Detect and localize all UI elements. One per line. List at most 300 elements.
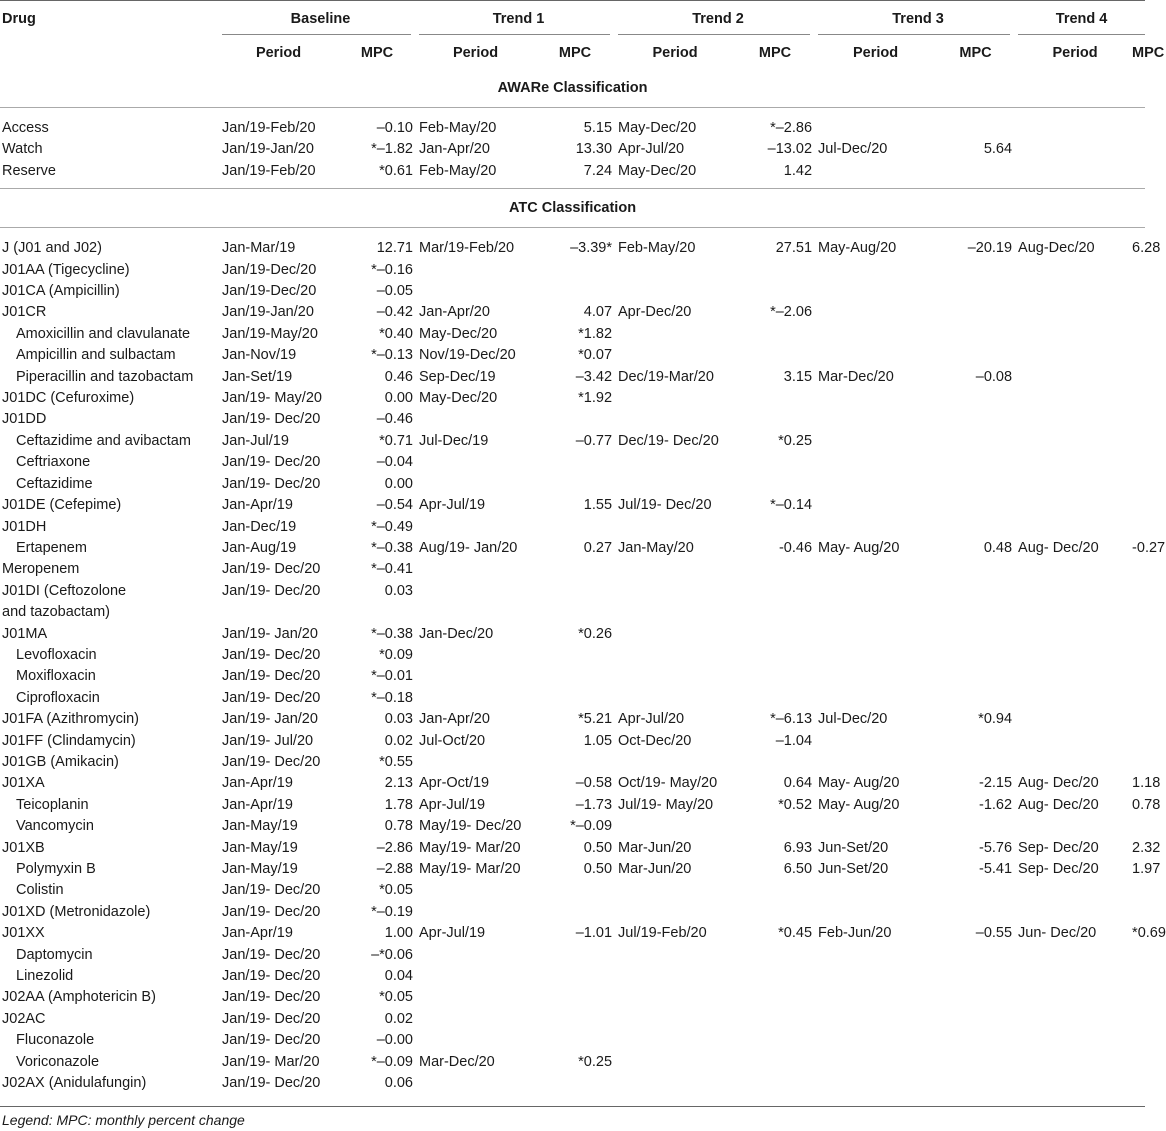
drug-cell: J01DH — [2, 518, 47, 535]
period-cell: Jan/19- Dec/20 — [222, 946, 321, 963]
mpc-cell — [1132, 966, 1145, 987]
mpc-cell — [1132, 452, 1145, 473]
period-cell — [1018, 1073, 1132, 1094]
period-cell: Jan/19- Dec/20 — [222, 668, 321, 685]
period-cell — [618, 880, 732, 901]
mpc-cell — [1132, 666, 1145, 687]
mpc-cell: -1.62 — [978, 796, 1013, 813]
mpc-cell: 0.02 — [384, 1010, 413, 1027]
col-group-trend3: Trend 3 — [818, 1, 1018, 38]
mpc-cell: 0.78 — [384, 818, 413, 835]
period-cell: Aug/19- Jan/20 — [419, 539, 518, 556]
period-cell: Feb-Jun/20 — [818, 925, 892, 942]
period-cell — [818, 624, 933, 645]
period-cell: Jan/19- Dec/20 — [222, 646, 321, 663]
mpc-cell: *1.92 — [578, 390, 613, 407]
period-cell: Jan/19- Dec/20 — [222, 561, 321, 578]
table-row — [0, 367, 1145, 388]
period-cell — [618, 645, 732, 666]
period-cell — [618, 945, 732, 966]
table-row — [0, 260, 1145, 281]
mpc-cell: *0.26 — [578, 625, 613, 642]
period-cell — [818, 602, 933, 623]
mpc-cell: –0.08 — [975, 368, 1013, 385]
mpc-cell — [732, 816, 818, 837]
period-cell: Jan/19-Feb/20 — [222, 120, 316, 136]
mpc-cell — [532, 474, 618, 495]
table-row — [0, 495, 1145, 516]
mpc-cell — [933, 345, 1018, 366]
period-cell — [618, 902, 732, 923]
table-row — [0, 859, 1145, 880]
drug-cell: J01XD (Metronidazole) — [2, 903, 151, 920]
mpc-cell — [933, 666, 1018, 687]
mpc-cell — [933, 474, 1018, 495]
period-cell: Oct/19- May/20 — [618, 775, 718, 792]
period-cell — [1018, 367, 1132, 388]
mpc-cell: 2.32 — [1132, 839, 1161, 856]
mpc-cell: 0.46 — [384, 368, 413, 385]
drug-cell: J (J01 and J02) — [2, 240, 102, 257]
period-cell: Dec/19-Mar/20 — [618, 368, 714, 385]
mpc-cell: 3.15 — [783, 368, 813, 385]
period-cell — [419, 602, 532, 623]
table-row — [0, 474, 1145, 495]
period-cell — [818, 324, 933, 345]
mpc-cell — [1132, 624, 1145, 645]
period-cell: Jan-Apr/19 — [222, 796, 293, 813]
period-cell: Dec/19- Dec/20 — [618, 432, 719, 449]
period-cell — [618, 388, 732, 409]
col-drug-header: Drug — [0, 1, 222, 38]
period-cell — [818, 816, 933, 837]
period-cell — [818, 1073, 933, 1094]
table-row — [0, 666, 1145, 687]
period-cell — [618, 260, 732, 281]
period-cell: Mar-Dec/20 — [419, 1053, 495, 1070]
table-body — [0, 69, 1166, 1094]
mpc-cell: –0.04 — [376, 454, 413, 471]
period-cell: Feb-May/20 — [419, 162, 497, 179]
drug-cell: J01DC (Cefuroxime) — [2, 390, 135, 407]
mpc-cell: –20.19 — [967, 240, 1013, 257]
table-row — [0, 1073, 1145, 1094]
mpc-cell — [732, 1009, 818, 1030]
mpc-cell — [532, 559, 618, 580]
mpc-cell: 6.50 — [783, 861, 813, 877]
mpc-cell — [732, 945, 818, 966]
period-cell — [818, 731, 933, 752]
period-cell: Aug-Dec/20 — [1018, 240, 1095, 257]
period-cell — [818, 517, 933, 538]
mpc-cell: –*0.06 — [371, 946, 413, 963]
mpc-cell — [1132, 645, 1145, 666]
mpc-cell: 0.03 — [384, 582, 413, 599]
period-cell: Feb-May/20 — [419, 120, 497, 136]
drug-cell: J01MA — [2, 625, 48, 642]
mpc-cell: *–0.18 — [371, 689, 413, 706]
table-row — [0, 645, 1145, 666]
mpc-cell — [933, 452, 1018, 473]
period-cell: Jan-Apr/20 — [419, 141, 490, 158]
period-cell: Jul-Dec/19 — [419, 432, 489, 449]
mpc-cell: 0.48 — [983, 539, 1013, 556]
col-period-header: Period — [255, 45, 302, 61]
period-cell — [419, 645, 532, 666]
mpc-cell: –3.39* — [570, 240, 613, 257]
mpc-cell — [732, 1073, 818, 1094]
period-cell — [419, 517, 532, 538]
mpc-cell — [732, 987, 818, 1008]
mpc-cell: -2.15 — [978, 775, 1013, 792]
period-cell: May-Dec/20 — [618, 162, 697, 179]
period-cell — [419, 559, 532, 580]
period-cell: Mar-Dec/20 — [818, 368, 894, 385]
period-cell: Apr-Jul/19 — [419, 796, 486, 813]
col-mpc-header: MPC — [558, 45, 592, 61]
period-cell — [818, 581, 933, 602]
mpc-cell — [933, 645, 1018, 666]
mpc-cell — [933, 902, 1018, 923]
period-cell: May-Aug/20 — [818, 240, 897, 257]
table-row — [0, 388, 1145, 409]
period-cell — [818, 495, 933, 516]
period-cell: Apr-Jul/20 — [618, 711, 685, 728]
mpc-cell: 0.78 — [1132, 796, 1161, 813]
drug-cell: Ceftriaxone — [16, 454, 91, 471]
col-mpc-header: MPC — [360, 45, 394, 61]
mpc-cell — [933, 559, 1018, 580]
period-cell — [818, 260, 933, 281]
drug-cell: Levofloxacin — [16, 646, 97, 663]
drug-cell: Linezolid — [16, 968, 74, 985]
mpc-cell — [933, 517, 1018, 538]
period-cell: Sep- Dec/20 — [1018, 839, 1099, 856]
drug-cell: J01AA (Tigecycline) — [2, 261, 130, 278]
period-cell — [419, 1009, 532, 1030]
mpc-cell: –0.42 — [376, 304, 413, 321]
mpc-cell — [1132, 688, 1145, 709]
mpc-cell — [732, 388, 818, 409]
mpc-cell: -0.46 — [778, 539, 813, 556]
period-cell — [618, 602, 732, 623]
period-cell — [1018, 559, 1132, 580]
period-cell: Jan/19- Jul/20 — [222, 732, 314, 749]
mpc-cell — [1132, 816, 1145, 837]
period-cell: Jan-Dec/19 — [222, 518, 297, 535]
period-cell — [1018, 987, 1132, 1008]
header-row-groups — [0, 1, 1145, 38]
period-cell: Jan/19- Dec/20 — [222, 475, 321, 492]
period-cell: Jan-May/20 — [618, 539, 694, 556]
period-cell — [818, 966, 933, 987]
mpc-cell — [732, 602, 818, 623]
period-cell — [1018, 474, 1132, 495]
period-cell — [1018, 345, 1132, 366]
mpc-cell — [1132, 324, 1145, 345]
period-cell: Jul-Oct/20 — [419, 732, 486, 749]
mpc-cell — [933, 816, 1018, 837]
table-row — [0, 838, 1145, 859]
period-cell: Aug- Dec/20 — [1018, 796, 1099, 813]
period-cell — [1018, 302, 1132, 323]
drug-cell: J01FA (Azithromycin) — [2, 711, 139, 728]
mpc-cell: –0.46 — [376, 411, 413, 428]
mpc-cell: –1.73 — [575, 796, 613, 813]
drug-cell: Piperacillin and tazobactam — [16, 368, 194, 385]
mpc-cell: 0.02 — [384, 732, 413, 749]
period-cell: Jan/19-Jan/20 — [222, 141, 314, 158]
mpc-cell — [532, 966, 618, 987]
table-row — [0, 161, 1145, 182]
period-cell — [419, 688, 532, 709]
mpc-cell: 0.00 — [384, 390, 413, 407]
period-cell: Mar-Jun/20 — [618, 861, 692, 877]
period-cell: Jan/19- Dec/20 — [222, 689, 321, 706]
mpc-cell: 1.18 — [1132, 775, 1161, 792]
period-cell — [618, 666, 732, 687]
period-cell: Jan/19- Dec/20 — [222, 1032, 321, 1049]
mpc-cell: 0.03 — [384, 711, 413, 728]
drug-cell: J01FF (Clindamycin) — [2, 732, 136, 749]
table-row — [0, 880, 1145, 901]
period-cell — [618, 559, 732, 580]
mpc-cell — [1132, 517, 1145, 538]
section-title: ATC Classification — [0, 189, 1145, 228]
period-cell — [1018, 139, 1132, 160]
table-row — [0, 1009, 1145, 1030]
mpc-cell: –2.88 — [376, 861, 413, 877]
period-cell — [618, 1030, 732, 1051]
period-cell: Jan-May/19 — [222, 818, 298, 835]
period-cell: Aug- Dec/20 — [1018, 775, 1099, 792]
mpc-cell — [1132, 161, 1145, 182]
period-cell: Jan-Apr/20 — [419, 711, 490, 728]
table-row — [0, 559, 1145, 580]
drug-cell: J02AA (Amphotericin B) — [2, 989, 156, 1006]
drug-cell: Voriconazole — [16, 1053, 100, 1070]
mpc-cell — [1132, 388, 1145, 409]
mpc-cell: *0.07 — [578, 347, 613, 364]
mpc-cell — [532, 581, 618, 602]
col-group-trend1: Trend 1 — [419, 1, 618, 38]
mpc-cell — [732, 409, 818, 430]
drug-cell: J01DI (Ceftozolone — [2, 582, 127, 599]
mpc-cell — [732, 624, 818, 645]
mpc-cell — [732, 452, 818, 473]
period-cell — [419, 474, 532, 495]
table-row — [0, 773, 1145, 794]
mpc-cell — [933, 260, 1018, 281]
mpc-cell — [933, 731, 1018, 752]
period-cell — [618, 345, 732, 366]
period-cell: Jan/19-Dec/20 — [222, 283, 317, 300]
period-cell — [1018, 1030, 1132, 1051]
mpc-cell: *–0.49 — [371, 518, 413, 535]
period-cell — [419, 752, 532, 773]
period-cell — [1018, 880, 1132, 901]
table-row — [0, 688, 1145, 709]
table-row — [0, 752, 1145, 773]
period-cell — [1018, 452, 1132, 473]
table-row — [0, 118, 1145, 139]
period-cell — [1018, 495, 1132, 516]
period-cell — [222, 602, 335, 623]
mpc-cell — [1132, 945, 1145, 966]
mpc-cell: –0.55 — [975, 925, 1013, 942]
mpc-cell — [1132, 987, 1145, 1008]
mpc-cell — [732, 474, 818, 495]
period-cell — [818, 559, 933, 580]
table-row — [0, 452, 1145, 473]
mpc-cell: *5.21 — [578, 711, 613, 728]
drug-cell: Reserve — [2, 162, 56, 179]
drug-cell: J01DE (Cefepime) — [2, 497, 122, 514]
mpc-cell: –0.54 — [376, 497, 413, 514]
mpc-cell: 0.64 — [783, 775, 813, 792]
drug-cell: Ceftazidime — [16, 475, 93, 492]
period-cell — [419, 281, 532, 302]
mpc-cell: 12.71 — [376, 240, 413, 257]
period-cell — [618, 1073, 732, 1094]
mpc-cell: 0.06 — [384, 1075, 413, 1092]
mpc-cell: *0.25 — [778, 432, 813, 449]
mpc-cell — [933, 302, 1018, 323]
period-cell: May- Aug/20 — [818, 796, 900, 813]
mpc-cell — [933, 161, 1018, 182]
period-cell: Jun- Dec/20 — [1018, 925, 1097, 942]
col-group-baseline: Baseline — [222, 1, 419, 38]
period-cell — [818, 945, 933, 966]
period-cell — [818, 302, 933, 323]
mpc-cell — [933, 1052, 1018, 1073]
period-cell: May-Dec/20 — [419, 390, 498, 407]
drug-cell: J02AC — [2, 1010, 46, 1027]
mpc-cell — [1132, 559, 1145, 580]
mpc-cell: –0.00 — [376, 1032, 413, 1049]
period-cell — [1018, 161, 1132, 182]
period-cell — [1018, 966, 1132, 987]
period-cell: Apr-Jul/20 — [618, 141, 685, 158]
col-period-header: Period — [652, 45, 698, 61]
mpc-cell — [1132, 118, 1145, 139]
mpc-cell — [1132, 602, 1145, 623]
period-cell: Jan-May/19 — [222, 861, 298, 877]
mpc-cell — [532, 517, 618, 538]
period-cell: Jan-May/19 — [222, 839, 298, 856]
mpc-cell — [933, 495, 1018, 516]
mpc-cell — [933, 1073, 1018, 1094]
period-cell: Jan-Apr/19 — [222, 497, 293, 514]
header-row-subcols — [0, 37, 1145, 69]
mpc-cell: –3.42 — [575, 368, 613, 385]
period-cell — [818, 1030, 933, 1051]
period-cell: Jan/19-May/20 — [222, 325, 318, 342]
drug-cell: Watch — [2, 141, 43, 158]
period-cell: Jan-Jul/19 — [222, 432, 289, 449]
mpc-cell — [732, 688, 818, 709]
table-row — [0, 1052, 1145, 1073]
drug-cell: Polymyxin B — [16, 861, 96, 877]
table-row — [0, 795, 1145, 816]
mpc-cell: –0.58 — [575, 775, 613, 792]
mpc-cell — [732, 517, 818, 538]
period-cell: May/19- Mar/20 — [419, 861, 521, 877]
mpc-cell — [1132, 260, 1145, 281]
drug-cell: Fluconazole — [16, 1032, 95, 1049]
drug-cell: Meropenem — [2, 561, 80, 578]
period-cell — [818, 118, 933, 139]
mpc-cell: *0.40 — [379, 325, 413, 342]
mpc-cell — [532, 1030, 618, 1051]
mpc-cell: *–6.13 — [770, 711, 813, 728]
mpc-cell — [532, 260, 618, 281]
mpc-cell: *–0.09 — [570, 818, 613, 835]
mpc-cell — [732, 645, 818, 666]
mpc-cell: *–0.13 — [371, 347, 413, 364]
drug-cell: Ertapenem — [16, 539, 87, 556]
mpc-cell — [933, 324, 1018, 345]
mpc-cell: *0.55 — [379, 753, 413, 770]
period-cell — [618, 816, 732, 837]
period-cell — [818, 880, 933, 901]
period-cell: Jan-Mar/19 — [222, 240, 296, 257]
table-row — [0, 1030, 1145, 1051]
mpc-cell: –0.05 — [376, 283, 413, 300]
mpc-cell — [933, 880, 1018, 901]
mpc-cell — [532, 602, 618, 623]
drug-cell: J01CR — [2, 304, 47, 321]
mpc-cell — [1132, 281, 1145, 302]
period-cell: Nov/19-Dec/20 — [419, 347, 516, 364]
col-period-header: Period — [452, 45, 499, 61]
table-row — [0, 302, 1145, 323]
mpc-cell — [732, 666, 818, 687]
period-cell: Jun-Set/20 — [818, 839, 889, 856]
period-cell — [1018, 816, 1132, 837]
mpc-cell: *0.45 — [778, 925, 813, 942]
col-mpc-header: MPC — [758, 45, 792, 61]
mpc-cell: *0.05 — [379, 882, 413, 899]
col-period-header: Period — [1052, 45, 1098, 61]
mpc-cell: *–0.09 — [371, 1053, 413, 1070]
period-cell: Aug- Dec/20 — [1018, 539, 1099, 556]
mpc-cell — [1132, 880, 1145, 901]
mpc-cell — [1132, 474, 1145, 495]
period-cell: Apr-Jul/19 — [419, 497, 486, 514]
period-cell: Jan/19-Jan/20 — [222, 304, 314, 321]
period-cell — [419, 966, 532, 987]
mpc-cell — [1132, 367, 1145, 388]
period-cell: Mar/19-Feb/20 — [419, 240, 515, 257]
mpc-cell: –1.01 — [575, 925, 613, 942]
period-cell: Jan/19- Dec/20 — [222, 989, 321, 1006]
mpc-cell — [1132, 752, 1145, 773]
period-cell: Jan-Nov/19 — [222, 347, 297, 364]
mpc-cell: *–0.41 — [371, 561, 413, 578]
mpc-cell: *–0.14 — [770, 497, 813, 514]
mpc-cell — [933, 118, 1018, 139]
drug-cell: Moxifloxacin — [16, 668, 96, 685]
table-row — [0, 923, 1145, 944]
mpc-cell: *–1.82 — [371, 141, 413, 158]
mpc-cell: –1.04 — [775, 732, 813, 749]
mpc-cell — [1132, 581, 1145, 602]
period-cell — [618, 1009, 732, 1030]
table-row — [0, 902, 1145, 923]
drug-cell: Ciprofloxacin — [16, 689, 100, 706]
period-cell: Jan/19- Dec/20 — [222, 582, 321, 599]
